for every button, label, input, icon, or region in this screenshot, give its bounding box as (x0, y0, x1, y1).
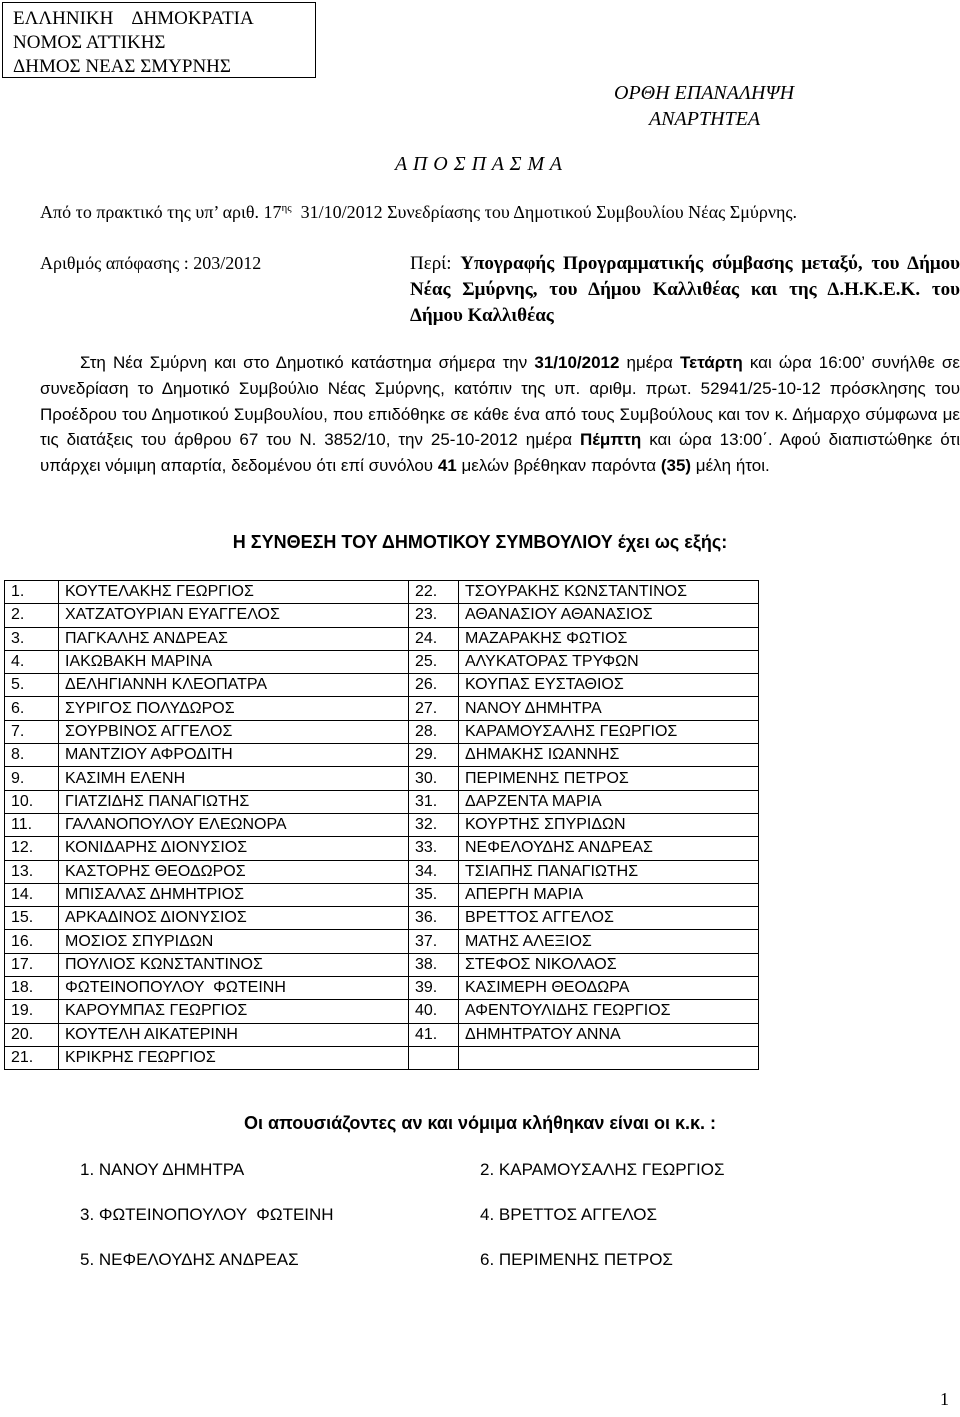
header-line-country: ΕΛΛΗΝΙΚΗ ΔΗΜΟΚΡΑΤΙΑ (13, 8, 254, 29)
member-number: 4. (5, 650, 59, 673)
table-row (5, 627, 759, 650)
intro-line (40, 202, 797, 223)
member-name: ΣΟΥΡΒΙΝΟΣ ΑΓΓΕΛΟΣ (59, 720, 409, 743)
member-name: ΜΟΣΙΟΣ ΣΠΥΡΙΔΩΝ (59, 930, 409, 953)
body-text-3: και ώρα 16:00’ συνήλθε σε συνεδρίαση το Δημοτικό Συμβούλιο Νέας Σμύρνης, κατόπιν της υπ. αριθμ. πρωτ. 52941/25-10-12 πρόσκλησης του Προέδρου του Δημοτικού Συμβουλίου, που επιδόθηκε σε κάθε ένα από τους Συμβούλους και τον κ. Δήμαρχο σύμφωνα με τις διατάξεις του άρθρου 67 του Ν. 3852/10, την 25-10-2012 ημέρα (40, 353, 960, 450)
absent-item-6: 6. ΠΕΡΙΜΕΝΗΣ ΠΕΤΡΟΣ (480, 1250, 673, 1269)
member-name: ΚΡΙΚΡΗΣ ΓΕΩΡΓΙΟΣ (59, 1046, 409, 1069)
member-number: 12. (5, 837, 59, 860)
table-row (5, 581, 759, 604)
repeat-notice-line1: ΟΡΘΗ ΕΠΑΝΑΛΗΨΗ (614, 82, 795, 104)
member-name: ΜΑΝΤΖΙΟΥ ΑΦΡΟΔΙΤΗ (59, 744, 409, 767)
member-number: 15. (5, 907, 59, 930)
body-text-6: μέλη ήτοι. (691, 456, 770, 476)
absent-item-3: 3. ΦΩΤΕΙΝΟΠΟΥΛΟΥ ΦΩΤΕΙΝΗ (80, 1205, 334, 1224)
composition-title: Η ΣΥΝΘΕΣΗ ΤΟΥ ΔΗΜΟΤΙΚΟΥ ΣΥΜΒΟΥΛΙΟΥ έχει ως εξής: (232, 532, 728, 552)
body-text-1: Στη Νέα Σμύρνη και στο Δημοτικό κατάστημα σήμερα την (80, 353, 535, 372)
member-number: 41. (409, 1023, 459, 1046)
member-number: 6. (5, 697, 59, 720)
table-row (5, 767, 759, 790)
member-number: 2. (5, 604, 59, 627)
absent-item-1: 1. ΝΑΝΟΥ ΔΗΜΗΤΡΑ (80, 1160, 245, 1179)
member-number: 34. (409, 860, 459, 883)
member-name: ΜΑΖΑΡΑΚΗΣ ΦΩΤΙΟΣ (459, 627, 759, 650)
member-name: ΔΗΜΗΤΡΑΤΟΥ ΑΝΝΑ (459, 1023, 759, 1046)
member-number: 13. (5, 860, 59, 883)
members-table (4, 580, 759, 1070)
member-name: ΦΩΤΕΙΝΟΠΟΥΛΟΥ ΦΩΤΕΙΝΗ (59, 977, 409, 1000)
header-line-prefecture: ΝΟΜΟΣ ΑΤΤΙΚΗΣ (13, 32, 166, 53)
member-name: ΚΑΣΙΜΗ ΕΛΕΝΗ (59, 767, 409, 790)
member-number: 23. (409, 604, 459, 627)
member-number: 27. (409, 697, 459, 720)
body-total: 41 (437, 456, 457, 476)
table-row (5, 930, 759, 953)
member-name: ΤΣΟΥΡΑΚΗΣ ΚΩΝΣΤΑΝΤΙΝΟΣ (459, 581, 759, 604)
table-row (5, 1000, 759, 1023)
member-name: ΑΠΕΡΓΗ ΜΑΡΙΑ (459, 883, 759, 906)
decision-number: Αριθμός απόφασης : 203/2012 (40, 253, 262, 273)
member-name: ΓΑΛΑΝΟΠΟΥΛΟΥ ΕΛΕΩΝΟΡΑ (59, 813, 409, 836)
member-number: 11. (5, 813, 59, 836)
member-number: 35. (409, 883, 459, 906)
member-name: ΔΑΡΖΕΝΤΑ ΜΑΡΙΑ (459, 790, 759, 813)
table-row (5, 883, 759, 906)
member-number: 40. (409, 1000, 459, 1023)
member-number: 26. (409, 674, 459, 697)
member-name: ΜΑΤΗΣ ΑΛΕΞΙΟΣ (459, 930, 759, 953)
intro-sup: ης (281, 202, 292, 214)
table-row (5, 720, 759, 743)
member-name: ΣΤΕΦΟΣ ΝΙΚΟΛΑΟΣ (459, 953, 759, 976)
body-text-2: ημέρα (619, 353, 680, 372)
member-number: 22. (409, 581, 459, 604)
member-name: ΚΑΡΑΜΟΥΣΑΛΗΣ ΓΕΩΡΓΙΟΣ (459, 720, 759, 743)
body-text-5: μελών βρέθηκαν παρόντα (456, 456, 661, 476)
header-box (2, 2, 316, 78)
member-number: 18. (5, 977, 59, 1000)
member-name: ΚΑΣΙΜΕΡΗ ΘΕΟΔΩΡΑ (459, 977, 759, 1000)
intro-before: Από το πρακτικό της υπ’ αριθ. 17 (40, 202, 282, 222)
member-name: ΚΑΡΟΥΜΠΑΣ ΓΕΩΡΓΙΟΣ (59, 1000, 409, 1023)
member-number: 25. (409, 650, 459, 673)
member-name: ΤΣΙΑΠΗΣ ΠΑΝΑΓΙΩΤΗΣ (459, 860, 759, 883)
member-number: 33. (409, 837, 459, 860)
member-name: ΝΑΝΟΥ ΔΗΜΗΤΡΑ (459, 697, 759, 720)
member-number: 16. (5, 930, 59, 953)
member-name: ΣΥΡΙΓΟΣ ΠΟΛΥΔΩΡΟΣ (59, 697, 409, 720)
member-name: ΧΑΤΖΑΤΟΥΡΙΑΝ ΕΥΑΓΓΕΛΟΣ (59, 604, 409, 627)
member-number: 19. (5, 1000, 59, 1023)
member-number: 14. (5, 883, 59, 906)
table-row (5, 907, 759, 930)
repeat-notice-line2: ΑΝΑΡΤΗΤΕΑ (649, 108, 761, 130)
body-present: (35) (660, 456, 692, 476)
member-number: 21. (5, 1046, 59, 1069)
member-name: ΚΟΥΤΕΛΗ ΑΙΚΑΤΕΡΙΝΗ (59, 1023, 409, 1046)
table-row (5, 1046, 759, 1069)
body-day: Τετάρτη (680, 353, 743, 372)
body-date: 31/10/2012 (534, 353, 620, 372)
member-number: 36. (409, 907, 459, 930)
member-number: 30. (409, 767, 459, 790)
table-row (5, 860, 759, 883)
member-name: ΙΑΚΩΒΑΚΗ ΜΑΡΙΝΑ (59, 650, 409, 673)
table-row (5, 1023, 759, 1046)
member-name: ΠΑΓΚΑΛΗΣ ΑΝΔΡΕΑΣ (59, 627, 409, 650)
member-number: 31. (409, 790, 459, 813)
member-number: 24. (409, 627, 459, 650)
member-number: 5. (5, 674, 59, 697)
member-number: 20. (5, 1023, 59, 1046)
absent-title: Οι απουσιάζοντες αν και νόμιμα κλήθηκαν είναι οι κ.κ. : (243, 1113, 717, 1133)
member-name: ΚΟΝΙΔΑΡΗΣ ΔΙΟΝΥΣΙΟΣ (59, 837, 409, 860)
member-number: 8. (5, 744, 59, 767)
member-name: ΚΟΥΡΤΗΣ ΣΠΥΡΙΔΩΝ (459, 813, 759, 836)
member-number (409, 1046, 459, 1069)
member-name: ΒΡΕΤΤΟΣ ΑΓΓΕΛΟΣ (459, 907, 759, 930)
table-row (5, 977, 759, 1000)
absent-item-4: 4. ΒΡΕΤΤΟΣ ΑΓΓΕΛΟΣ (480, 1205, 658, 1224)
table-row (5, 953, 759, 976)
body-paragraph (40, 350, 960, 479)
member-number: 32. (409, 813, 459, 836)
member-name (459, 1046, 759, 1069)
member-name: ΚΑΣΤΟΡΗΣ ΘΕΟΔΩΡΟΣ (59, 860, 409, 883)
member-name: ΑΡΚΑΔΙΝΟΣ ΔΙΟΝΥΣΙΟΣ (59, 907, 409, 930)
member-number: 7. (5, 720, 59, 743)
member-name: ΓΙΑΤΖΙΔΗΣ ΠΑΝΑΓΙΩΤΗΣ (59, 790, 409, 813)
member-name: ΔΕΛΗΓΙΑΝΝΗ ΚΛΕΟΠΑΤΡΑ (59, 674, 409, 697)
table-row (5, 650, 759, 673)
member-name: ΠΕΡΙΜΕΝΗΣ ΠΕΤΡΟΣ (459, 767, 759, 790)
table-row (5, 604, 759, 627)
member-number: 10. (5, 790, 59, 813)
table-row (5, 813, 759, 836)
body-text-4: και ώρα 13:00΄. Αφού διαπιστώθηκε ότι υπάρχει νόμιμη απαρτία, δεδομένου ότι επί συνόλου (40, 430, 960, 476)
member-number: 28. (409, 720, 459, 743)
member-name: ΠΟΥΛΙΟΣ ΚΩΝΣΤΑΝΤΙΝΟΣ (59, 953, 409, 976)
table-row (5, 837, 759, 860)
table-row (5, 744, 759, 767)
member-number: 9. (5, 767, 59, 790)
member-name: ΑΛΥΚΑΤΟΡΑΣ ΤΡΥΦΩΝ (459, 650, 759, 673)
member-name: ΑΘΑΝΑΣΙΟΥ ΑΘΑΝΑΣΙΟΣ (459, 604, 759, 627)
member-number: 1. (5, 581, 59, 604)
member-name: ΑΦΕΝΤΟΥΛΙΔΗΣ ΓΕΩΡΓΙΟΣ (459, 1000, 759, 1023)
table-row (5, 674, 759, 697)
member-number: 17. (5, 953, 59, 976)
member-number: 3. (5, 627, 59, 650)
document-title: Α Π Ο Σ Π Α Σ Μ Α (395, 153, 563, 175)
page-number: 1 (940, 1389, 949, 1409)
header-line-municipality: ΔΗΜΟΣ ΝΕΑΣ ΣΜΥΡΝΗΣ (13, 56, 231, 77)
absent-item-2: 2. ΚΑΡΑΜΟΥΣΑΛΗΣ ΓΕΩΡΓΙΟΣ (480, 1160, 725, 1179)
body-day2: Πέμπτη (579, 430, 642, 450)
member-name: ΚΟΥΤΕΛΑΚΗΣ ΓΕΩΡΓΙΟΣ (59, 581, 409, 604)
member-number: 38. (409, 953, 459, 976)
decision-subject (410, 251, 960, 329)
repeat-notice (614, 80, 794, 132)
subject-prefix: Περί: (410, 253, 461, 274)
absent-item-5: 5. ΝΕΦΕΛΟΥΔΗΣ ΑΝΔΡΕΑΣ (80, 1250, 299, 1269)
member-name: ΝΕΦΕΛΟΥΔΗΣ ΑΝΔΡΕΑΣ (459, 837, 759, 860)
member-number: 29. (409, 744, 459, 767)
member-number: 39. (409, 977, 459, 1000)
member-number: 37. (409, 930, 459, 953)
subject-text: Υπογραφής Προγραμματικής σύμβασης μεταξύ, του Δήμου Νέας Σμύρνης, του Δήμου Καλλιθέας και της Δ.Η.Κ.Ε.Κ. του Δήμου Καλλιθέας (410, 253, 960, 326)
intro-after: 31/10/2012 Συνεδρίασης του Δημοτικού Συμβουλίου Νέας Σμύρνης. (291, 202, 797, 222)
table-row (5, 790, 759, 813)
member-name: ΔΗΜΑΚΗΣ ΙΩΑΝΝΗΣ (459, 744, 759, 767)
table-row (5, 697, 759, 720)
member-name: ΚΟΥΠΑΣ ΕΥΣΤΑΘΙΟΣ (459, 674, 759, 697)
member-name: ΜΠΙΣΑΛΑΣ ΔΗΜΗΤΡΙΟΣ (59, 883, 409, 906)
